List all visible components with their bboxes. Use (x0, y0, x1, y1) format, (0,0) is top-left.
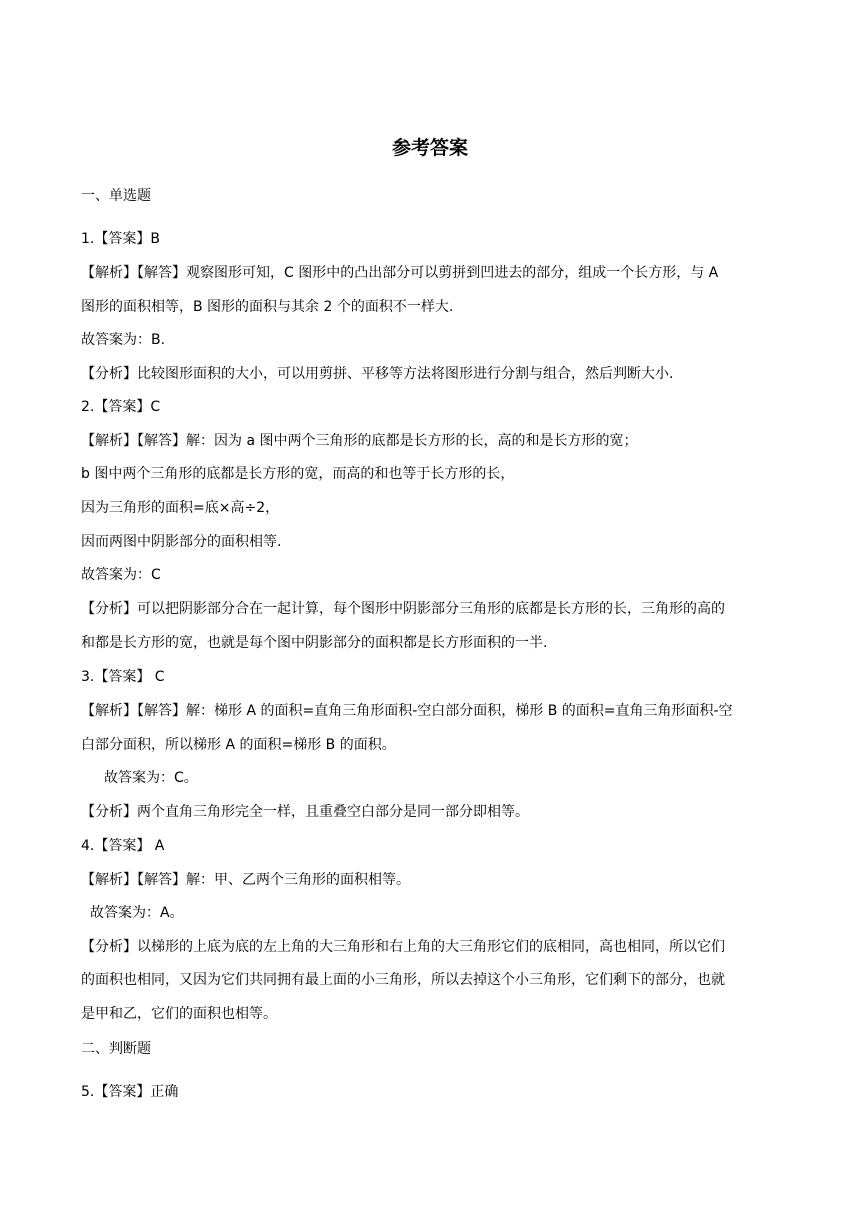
q3-explanation-line-2: 白部分面积，所以梯形 A 的面积=梯形 B 的面积。 (81, 737, 396, 753)
q2-explanation-line-1: 【解析】【解答】解：因为 a 图中两个三角形的底都是长方形的长，高的和是长方形的宽； (81, 433, 638, 449)
q3-analysis: 【分析】两个直角三角形完全一样，且重叠空白部分是同一部分即相等。 (81, 804, 529, 820)
q1-analysis: 【分析】比较图形面积的大小，可以用剪拼、平移等方法将图形进行分割与组合，然后判断大小. (81, 366, 674, 382)
q1-conclusion: 故答案为：B. (81, 332, 166, 348)
section-heading-single-choice: 一、单选题 (81, 188, 151, 204)
q4-conclusion: 故答案为：A。 (90, 905, 184, 921)
q2-explanation-line-2: b 图中两个三角形的底都是长方形的宽，而高的和也等于长方形的长， (81, 466, 515, 482)
q3-conclusion: 故答案为：C。 (104, 770, 198, 786)
q3-explanation-line-1: 【解析】【解答】解：梯形 A 的面积=直角三角形面积-空白部分面积，梯形 B 的面积=直角三角形面积-空 (81, 703, 733, 719)
q1-answer: 1.【答案】B (81, 231, 160, 247)
q2-conclusion: 故答案为：C (81, 567, 161, 583)
q4-answer: 4.【答案】 A (81, 838, 165, 854)
q2-analysis-line-1: 【分析】可以把阴影部分合在一起计算，每个图形中阴影部分三角形的底都是长方形的长，三角形的高的 (81, 601, 725, 617)
page-title: 参考答案 (391, 137, 468, 159)
section-heading-true-false: 二、判断题 (81, 1041, 151, 1057)
q2-explanation-line-3: 因为三角形的面积=底×高÷2， (81, 500, 280, 516)
q4-analysis-line-3: 是甲和乙，它们的面积也相等。 (81, 1006, 277, 1022)
q4-analysis-line-2: 的面积也相同，又因为它们共同拥有最上面的小三角形，所以去掉这个小三角形，它们剩下的部分，也就 (81, 972, 725, 988)
q2-answer: 2.【答案】C (81, 399, 161, 415)
q1-explanation-line-1: 【解析】【解答】观察图形可知，C 图形中的凸出部分可以剪拼到凹进去的部分，组成一个长方形，与 A (81, 265, 719, 281)
q1-explanation-line-2: 图形的面积相等，B 图形的面积与其余 2 个的面积不一样大. (81, 299, 454, 315)
q2-explanation-line-4: 因而两图中阴影部分的面积相等. (81, 534, 282, 550)
q4-analysis-line-1: 【分析】以梯形的上底为底的左上角的大三角形和右上角的大三角形它们的底相同，高也相同，所以它们 (81, 939, 725, 955)
q5-answer: 5.【答案】正确 (81, 1084, 179, 1100)
q4-explanation-line-1: 【解析】【解答】解：甲、乙两个三角形的面积相等。 (81, 872, 410, 888)
q3-answer: 3.【答案】 C (81, 669, 165, 685)
q2-analysis-line-2: 和都是长方形的宽，也就是每个图中阴影部分的面积都是长方形面积的一半. (81, 635, 548, 651)
